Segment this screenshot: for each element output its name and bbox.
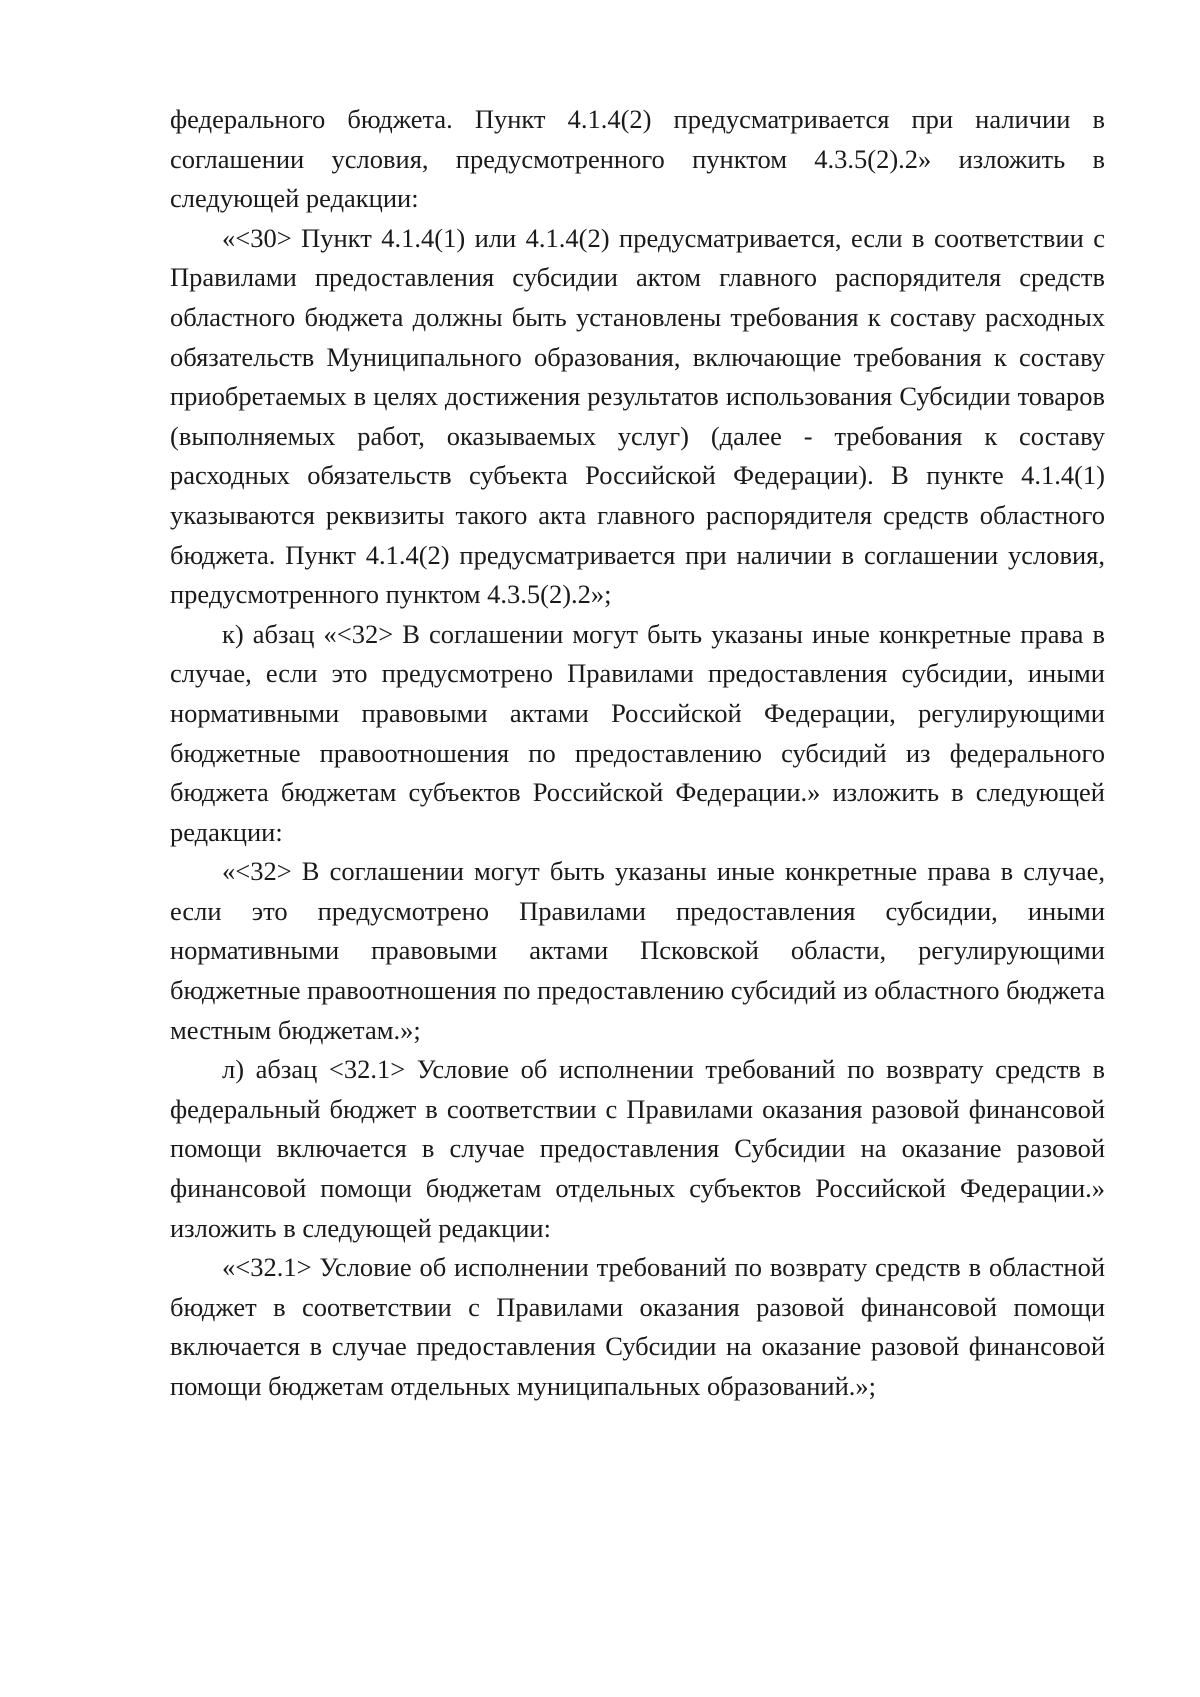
document-page [170, 100, 1105, 1407]
paragraph-continuation: федерального бюджета. Пункт 4.1.4(2) предусматривается при наличии в соглашении условия, предусмотренного пунктом 4.3.5(2).2» изложить в следующей редакции: [170, 104, 1105, 214]
paragraph-item-k: к) абзац «<32> В соглашении могут быть указаны иные конкретные права в случае, если это предусмотрено Правилами предоставления субсидии, иными нормативными правовыми актами Российской Федерации, регулирующими бюджетные правоотношения по предоставлению субсидий из федерального бюджета бюджетам субъектов Российской Федерации.» изложить в следующей редакции: [170, 618, 1105, 847]
paragraph-footnote-32-1: «<32.1> Условие об исполнении требований по возврату средств в областной бюджет в соответствии с Правилами оказания разовой финансовой помощи включается в случае предоставления Субсидии на оказание разовой финансовой помощи бюджетам отдельных муниципальных образований.»; [170, 1252, 1105, 1401]
paragraph-item-l: л) абзац <32.1> Условие об исполнении требований по возврату средств в федеральный бюджет в соответствии с Правилами оказания разовой финансовой помощи включается в случае предоставления Субсидии на оказание разовой финансовой помощи бюджетам отдельных субъектов Российской Федерации.» изложить в следующей редакции: [170, 1054, 1105, 1243]
paragraph-footnote-32: «<32> В соглашении могут быть указаны иные конкретные права в случае, если это предусмотрено Правилами предоставления субсидии, иными нормативными правовыми актами Псковской области, регулирующими бюджетные правоотношения по предоставлению субсидий из областного бюджета местным бюджетам.»; [170, 856, 1105, 1045]
paragraph-footnote-30: «<30> Пункт 4.1.4(1) или 4.1.4(2) предусматривается, если в соответствии с Правилами предоставления субсидии актом главного распорядителя средств областного бюджета должны быть установлены требования к составу расходных обязательств Муниципального образования, включающие требования к составу приобретаемых в целях достижения результатов использования Субсидии товаров (выполняемых работ, оказываемых услуг) (далее - требования к составу расходных обязательств субъекта Российской Федерации). В пункте 4.1.4(1) указываются реквизиты такого акта главного распорядителя средств областного бюджета. Пункт 4.1.4(2) предусматривается при наличии в соглашении условия, предусмотренного пунктом 4.3.5(2).2»; [170, 222, 1105, 610]
